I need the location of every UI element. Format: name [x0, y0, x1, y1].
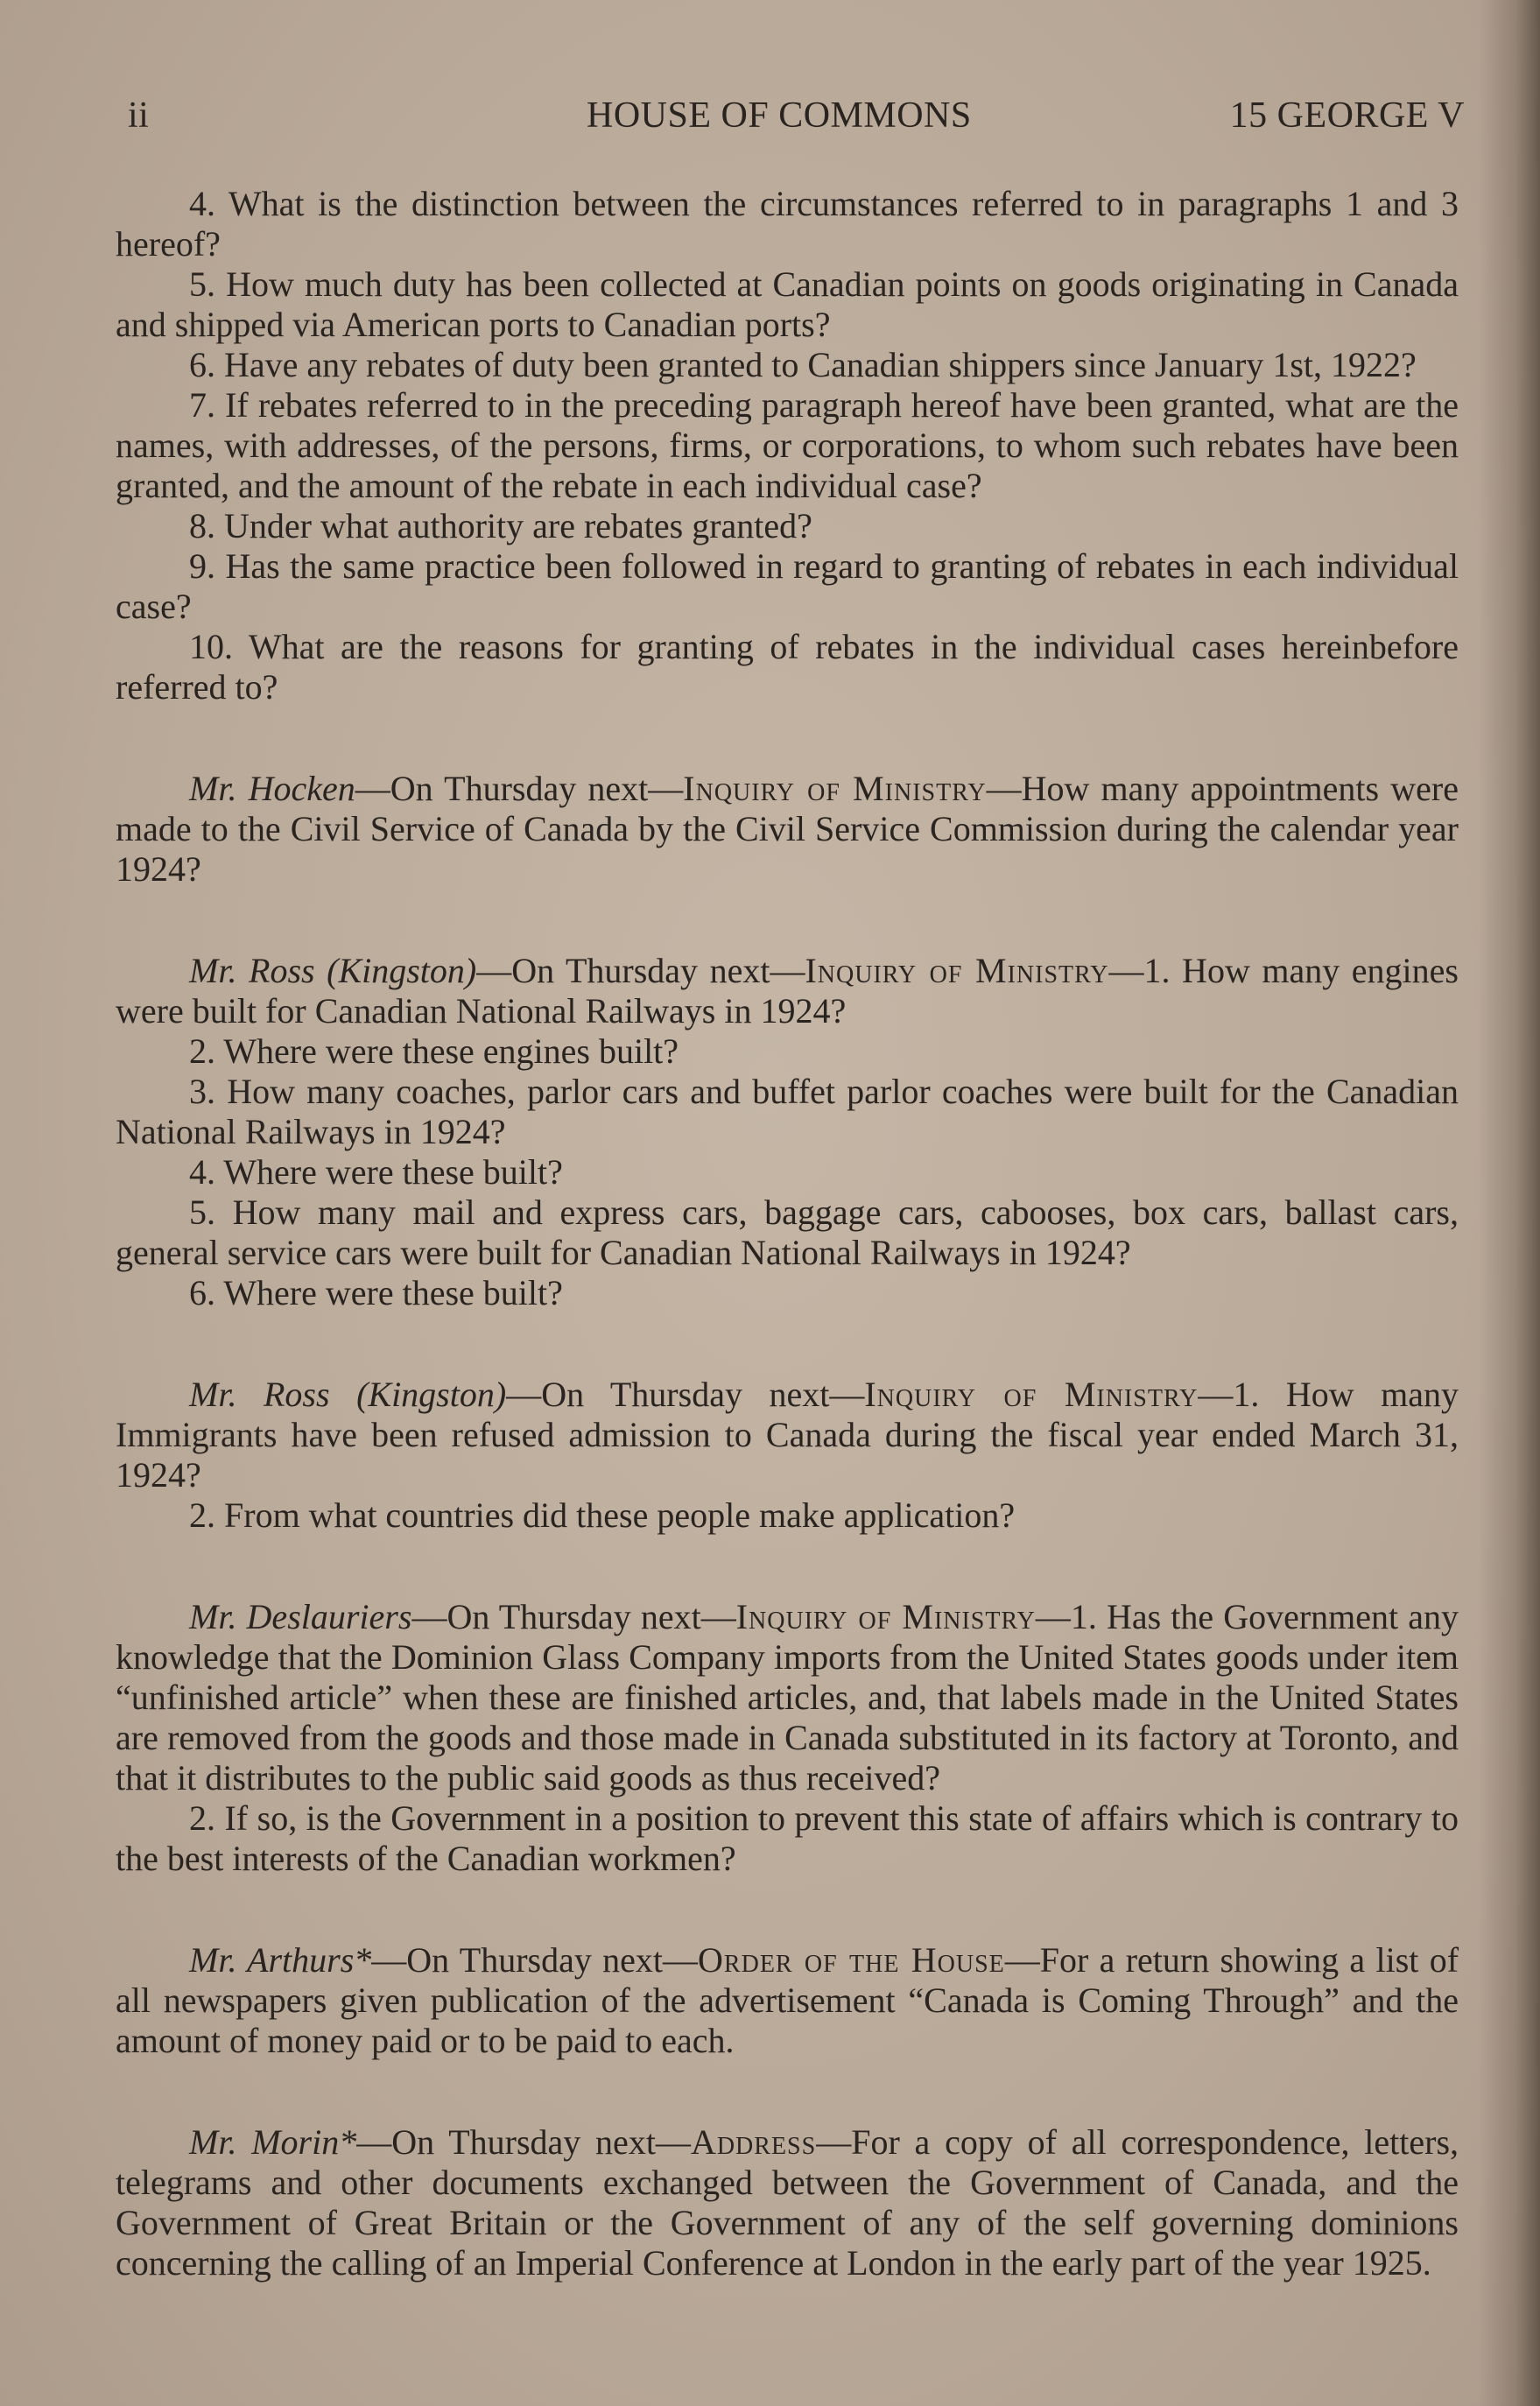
notice-text: —1. Has the Government any knowledge that the Dominion Glass Company imports from the United States goods under item “unfinished article” when these are finished articles, and, that labels made in the United States are removed from the goods and those made in Canada substituted in its factory at Toronto, and that it distributes to the public said goods as thus received? — [116, 1597, 1459, 1797]
question-item: 6. Have any rebates of duty been granted to Canadian shippers since January 1st, 1922? — [189, 345, 1417, 384]
member-name: Mr. Ross (Kingston) — [189, 951, 477, 990]
question-item: 7. If rebates referred to in the preceding paragraph hereof have been granted, what are the names, with addresses, of the persons, firms, or corporations, to whom such rebates have been granted, and the amount of the rebate in each individual case? — [116, 385, 1459, 505]
header-title: HOUSE OF COMMONS — [587, 95, 972, 136]
question-item: 8. Under what authority are rebates granted? — [189, 506, 812, 545]
question-item: 10. What are the reasons for granting of rebates in the individual cases hereinbefore referred to? — [116, 627, 1459, 707]
notice-text: —How many appointments were made to the Civil Service of Canada by the Civil Service Commission during the calendar year 1924? — [116, 769, 1459, 889]
notice-timing: —On Thursday next— — [371, 1940, 699, 1980]
document-body — [116, 184, 1459, 2283]
notice-type: Inquiry of Ministry — [735, 1597, 1036, 1636]
notice-text: —For a return showing a list of all newspapers given publication of the advertisement “Canada is Coming Through” and the amount of money paid or to be paid to each. — [116, 1940, 1459, 2060]
question-item: 5. How much duty has been collected at Canadian points on goods originating in Canada and shipped via American ports to Canadian ports? — [116, 264, 1459, 344]
notice-timing: —On Thursday next— — [506, 1375, 865, 1414]
member-name: Mr. Arthurs* — [189, 1940, 372, 1980]
member-name: Mr. Ross (Kingston) — [189, 1375, 507, 1414]
notice-timing: —On Thursday next— — [355, 769, 684, 808]
member-name: Mr. Morin* — [189, 2122, 357, 2162]
notice-ross-immigrants — [116, 1375, 1459, 1536]
notice-text: —1. How many engines were built for Canadian National Railways in 1924? — [116, 951, 1459, 1031]
notice-ross-engines — [116, 951, 1459, 1313]
notice-lead — [116, 1375, 1459, 1495]
notice-lead — [116, 951, 1459, 1031]
notice-type: Inquiry of Ministry — [683, 769, 987, 808]
notice-type: Inquiry of Ministry — [805, 951, 1109, 990]
notice-type: Inquiry of Ministry — [864, 1375, 1199, 1414]
member-name: Mr. Deslauriers — [189, 1597, 412, 1636]
question-item: 9. Has the same practice been followed in regard to granting of rebates in each individual case? — [116, 546, 1459, 626]
running-header — [121, 95, 1465, 147]
question-item: 6. Where were these built? — [189, 1273, 563, 1312]
question-item: 4. Where were these built? — [189, 1152, 563, 1192]
header-session: 15 GEORGE V — [1229, 95, 1465, 136]
notice-type: Order of the House — [698, 1940, 1005, 1980]
notice-lead — [116, 2122, 1459, 2283]
continuation-questions — [116, 184, 1459, 707]
notice-text: —For a copy of all correspondence, letters, telegrams and other documents exchanged between the Government of Canada, and the Government of Great Britain or the Government of any of the self governing dominions concerning the calling of an Imperial Conference at London in the early part of the year 1925. — [116, 2122, 1459, 2283]
question-item: 5. How many mail and express cars, baggage cars, cabooses, box cars, ballast cars, general service cars were built for Canadian National Railways in 1924? — [116, 1192, 1459, 1272]
notice-morin — [116, 2122, 1459, 2283]
notice-lead — [116, 769, 1459, 890]
notice-lead — [116, 1597, 1459, 1798]
question-item: 2. If so, is the Government in a position to prevent this state of affairs which is contrary to the best interests of the Canadian workmen? — [116, 1798, 1459, 1878]
notice-timing: —On Thursday next— — [476, 951, 805, 990]
notice-hocken — [116, 769, 1459, 890]
question-item: 4. What is the distinction between the circumstances referred to in paragraphs 1 and 3 hereof? — [116, 184, 1459, 264]
member-name: Mr. Hocken — [189, 769, 355, 808]
question-item: 2. Where were these engines built? — [189, 1031, 679, 1071]
notice-timing: —On Thursday next— — [411, 1597, 736, 1636]
notice-lead — [116, 1940, 1459, 2061]
page-number: ii — [128, 95, 150, 136]
question-item: 2. From what countries did these people make application? — [189, 1495, 1016, 1535]
notice-text: —1. How many Immigrants have been refused admission to Canada during the fiscal year ended March 31, 1924? — [116, 1375, 1459, 1495]
notice-type: Address — [690, 2122, 817, 2162]
notice-arthurs — [116, 1940, 1459, 2061]
notice-timing: —On Thursday next— — [356, 2122, 691, 2162]
notice-deslauriers — [116, 1597, 1459, 1879]
question-item: 3. How many coaches, parlor cars and buffet parlor coaches were built for the Canadian National Railways in 1924? — [116, 1072, 1459, 1151]
page-edge-shadow — [1479, 0, 1540, 2406]
